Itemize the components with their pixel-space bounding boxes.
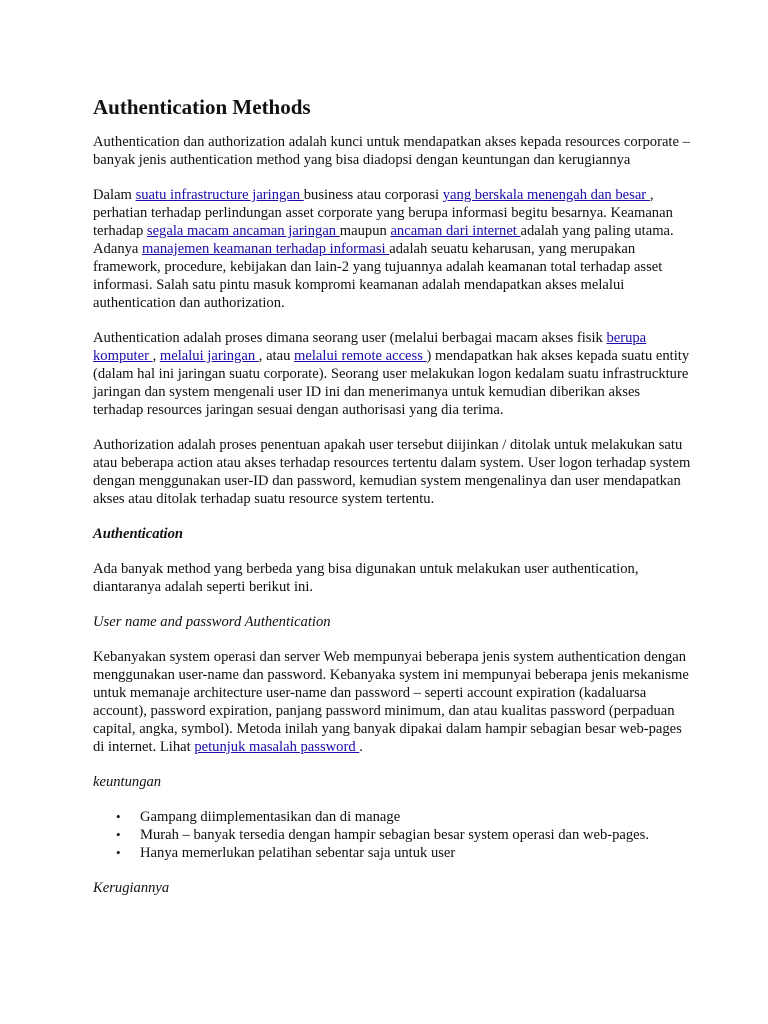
link-segala-macam-ancaman[interactable]: segala macam ancaman jaringan (146, 223, 340, 239)
text-span: , perhatian terhadap perlindungan asset corporate yang berupa informasi begitu besarnya. Keamanan terhadap (93, 187, 673, 239)
text-span: adalah yang paling utama. Adanya (93, 223, 674, 257)
keuntungan-list (93, 808, 693, 862)
link-melalui-remote-access[interactable]: melalui remote access (294, 348, 427, 364)
text-span: , (152, 348, 160, 364)
text-span: Authentication adalah proses dimana seorang user (melalui berbagai macam akses fisik (93, 330, 607, 346)
link-suatu-infrastructure-jaringan[interactable]: suatu infrastructure jaringan (135, 187, 304, 203)
text-span: maupun (339, 223, 391, 239)
link-petunjuk-masalah-password[interactable]: petunjuk masalah password (194, 739, 360, 755)
authorization-definition-paragraph: Authorization adalah proses penentuan apakah user tersebut diijinkan / ditolak untuk melakukan satu atau beberapa action atau akses terhadap resources tertentu dalam system. User logon terhadap system dengan menggunakan user-ID dan password, kemudian system mengenalinya dan user mendapatkan akses atau ditolak terhadap suatu resource system tertentu. (93, 437, 691, 507)
intro-paragraph: Authentication dan authorization adalah kunci untuk mendapatkan akses kepada resources corporate – banyak jenis authentication method yang bisa diadopsi dengan keuntungan dan kerugiannya (93, 134, 690, 168)
page-title: Authentication Methods (93, 95, 311, 119)
infrastructure-paragraph (93, 186, 693, 312)
document-content (93, 94, 693, 914)
authentication-heading: Authentication (93, 526, 184, 542)
text-span: business atau corporasi (303, 187, 443, 203)
text-span: adalah seuatu keharusan, yang merupakan framework, procedure, kebijakan dan lain-2 yang tujuannya adalah keamanan total terhadap asset informasi. Salah satu pintu masuk kompromi keamanan adalah mendapatkan akses melalui authentication dan authorization. (93, 241, 663, 311)
link-berupa-komputer[interactable]: berupa komputer (93, 330, 647, 364)
kerugian-heading: Kerugiannya (93, 880, 170, 896)
list-item: • Gampang diimplementasikan dan di manage (140, 808, 693, 826)
text-span: Dalam (93, 187, 136, 203)
text-span: ) mendapatkan hak akses kepada suatu entity (dalam hal ini jaringan suatu corporate). Seorang user melakukan logon kedalam suatu infrastruckture jaringan dan system mengenali user ID ini dan menerimanya untuk kemudian diberikan akses terhadap resources jaringan sesuai dengan authorisasi yang dia terima. (93, 348, 690, 418)
username-password-heading: User name and password Authentication (93, 614, 331, 630)
text-span: , atau (258, 348, 295, 364)
text-span: Kebanyakan system operasi dan server Web mempunyai beberapa jenis system authentication dengan menggunakan user-name dan password. Kebanyaka system ini mempunyai beberapa jenis mekanisme untuk memanaje architecture user-name dan password – seperti account expiration (kadaluarsa account), password expiration, panjang password minimum, dan atau kualitas password (perpaduan capital, angka, symbol). Metoda inilah yang banyak dipakai dalam hampir sebagian besar web-pages di internet. Lihat (93, 649, 689, 755)
link-ancaman-dari-internet[interactable]: ancaman dari internet (390, 223, 521, 239)
authentication-definition-paragraph (93, 329, 693, 419)
list-item: • Murah – banyak tersedia dengan hampir sebagian besar system operasi dan web-pages. (140, 826, 693, 844)
link-manajemen-keamanan[interactable]: manajemen keamanan terhadap informasi (142, 241, 390, 257)
methods-intro-paragraph: Ada banyak method yang berbeda yang bisa digunakan untuk melakukan user authentication, diantaranya adalah seperti berikut ini. (93, 561, 639, 595)
link-melalui-jaringan[interactable]: melalui jaringan (159, 348, 259, 364)
keuntungan-heading: keuntungan (93, 774, 162, 790)
text-span: . (359, 739, 363, 755)
link-berskala-menengah-besar[interactable]: yang berskala menengah dan besar (442, 187, 650, 203)
username-password-paragraph (93, 648, 693, 756)
list-item: • Hanya memerlukan pelatihan sebentar saja untuk user (140, 844, 693, 862)
